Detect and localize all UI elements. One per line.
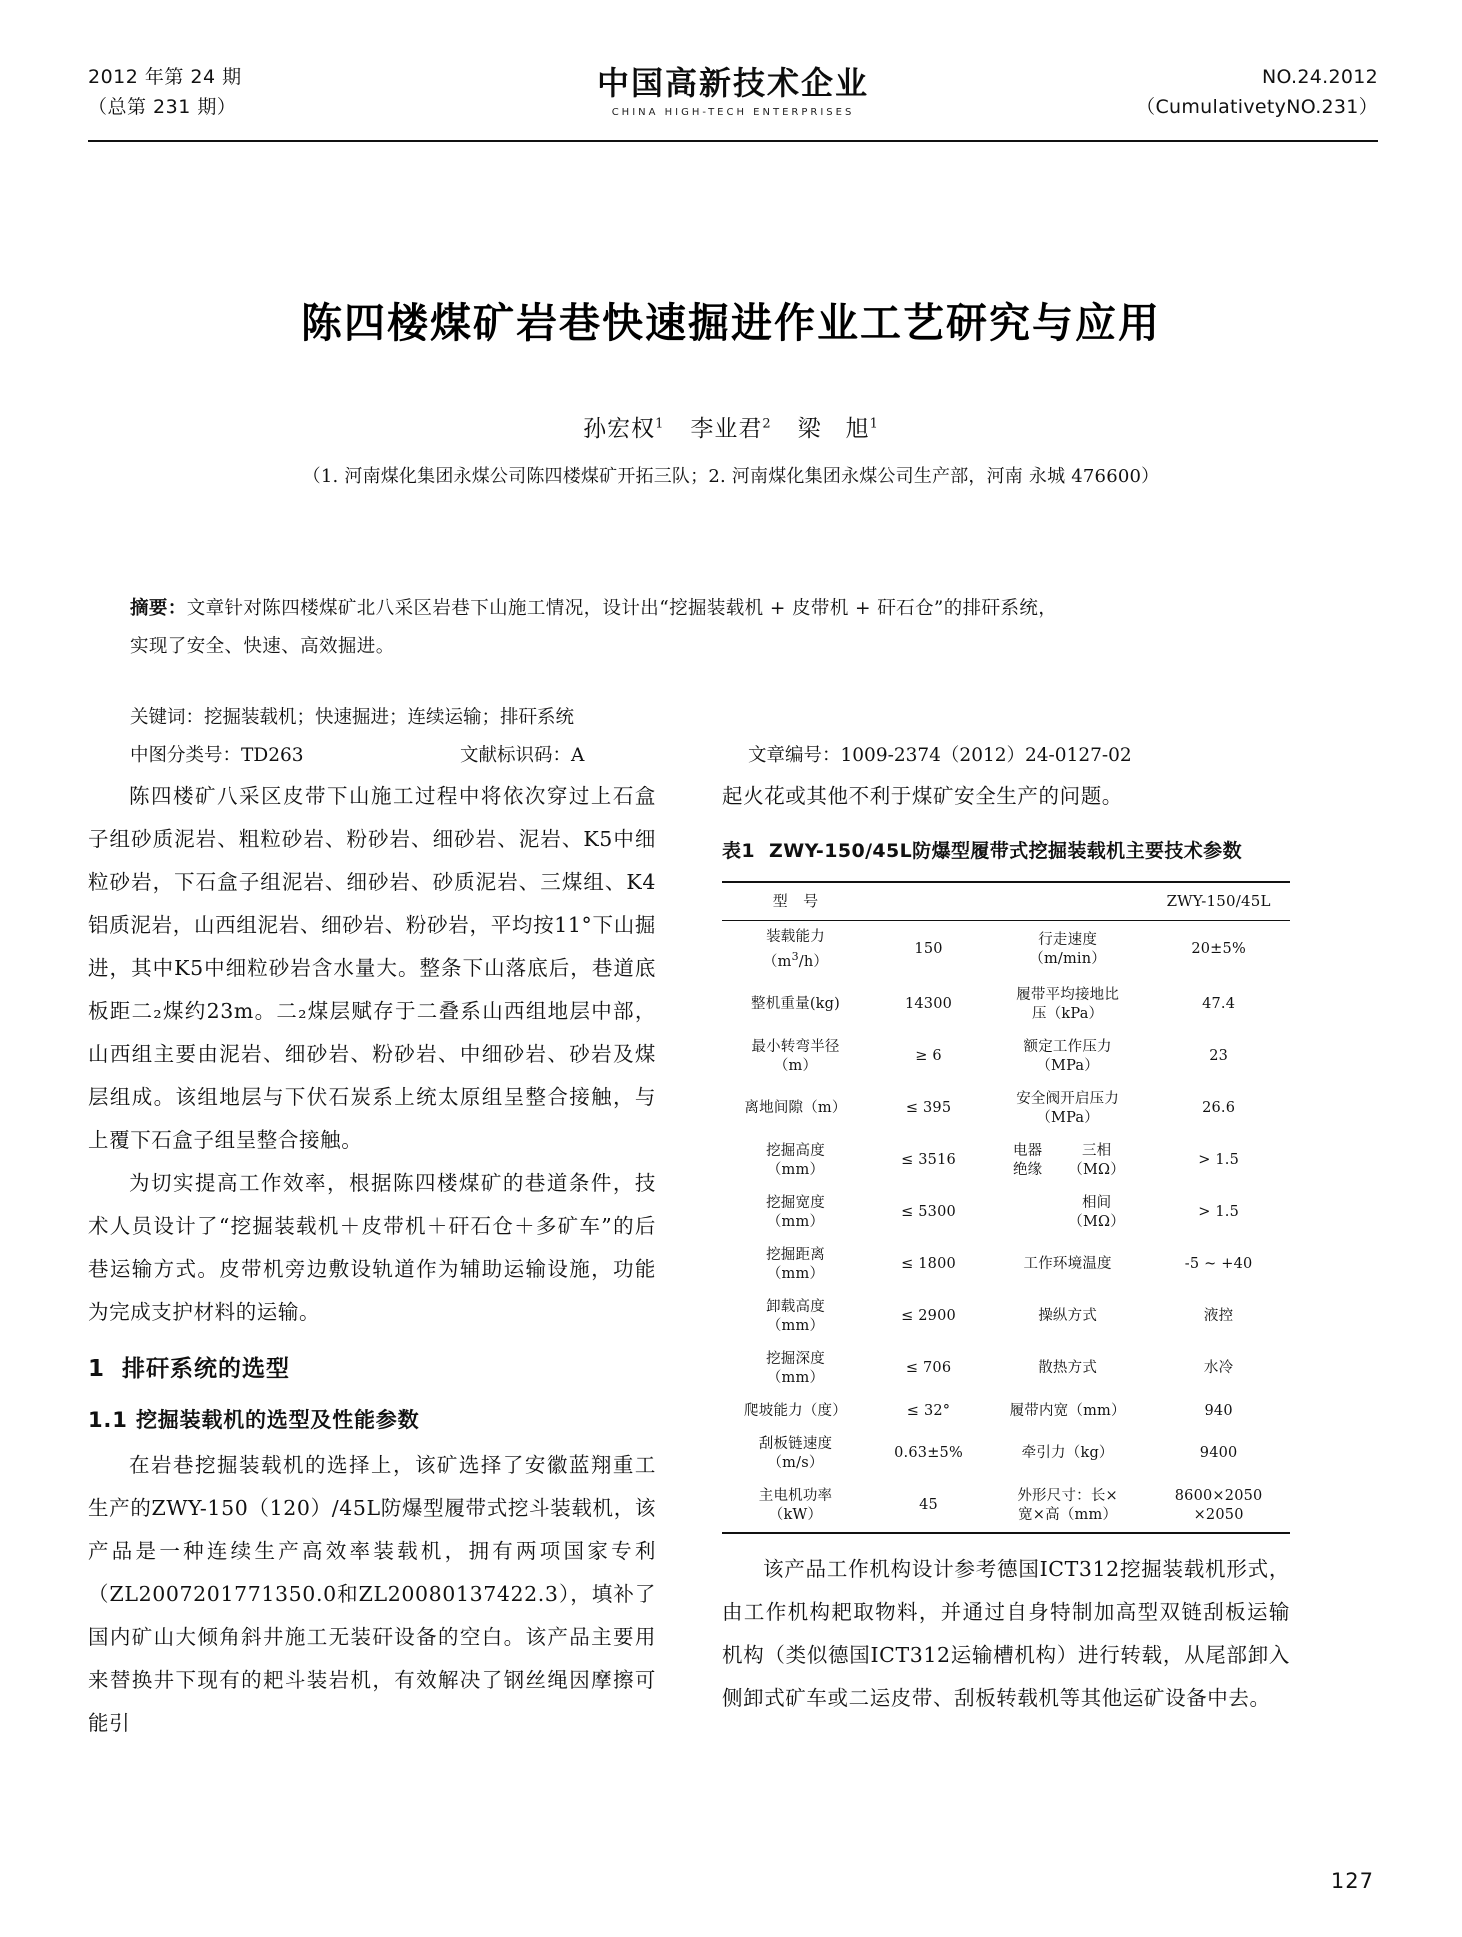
cell-value-6b: > 1.5	[1198, 1204, 1240, 1221]
doccode-label: 文献标识码：	[460, 745, 572, 766]
clc-row	[130, 738, 304, 774]
cell-value-7: ≤ 1800	[901, 1256, 956, 1273]
issue-info	[88, 62, 242, 122]
cell-value-1b: 20±5%	[1191, 941, 1246, 958]
table-header-row	[722, 882, 1290, 921]
issue-line-1: 2012 年第 24 期	[88, 66, 242, 88]
issue-info-en	[1136, 62, 1378, 122]
cell-value-10b: 940	[1204, 1402, 1233, 1419]
abstract-line-1	[130, 590, 1340, 628]
table-caption-text: ZWY-150/45L防爆型履带式挖掘装载机主要技术参数	[769, 840, 1242, 862]
cell-name-11b: 牵引力（kg）	[1021, 1445, 1114, 1462]
cell-value-2: 14300	[904, 996, 953, 1013]
cell-value-6: ≤ 5300	[901, 1204, 956, 1221]
heading-section-1-number: 1	[88, 1356, 106, 1382]
author-2: 李业君	[690, 416, 763, 442]
abstract-text-1: 文章针对陈四楼煤矿北八采区岩巷下山施工情况，设计出“挖掘装载机 + 皮带机 + 矸石仓”的排矸系统，	[186, 598, 1058, 619]
cell-name-12b: 外形尺寸：长× 宽×高（mm）	[988, 1480, 1147, 1533]
table-row	[722, 1291, 1290, 1343]
heading-section-1-text: 排矸系统的选型	[122, 1356, 290, 1382]
clc-label: 中图分类号：	[130, 745, 242, 766]
cell-name-7: 挖掘距离 （mm）	[766, 1246, 825, 1282]
cell-value-9b: 水冷	[1203, 1360, 1234, 1377]
keywords-value: 挖掘装载机；快速掘进；连续运输；排矸系统	[204, 707, 575, 728]
paragraph-working-mechanism: 该产品工作机构设计参考德国ICT312挖掘装载机形式，由工作机构耙取物料，并通过自身特制加高型双链刮板运输机构（类似德国ICT312运输槽机构）进行转载，从尾部卸入侧卸式矿车或二运皮带、刮板转载机等其他运矿设备中去。	[722, 1556, 1290, 1710]
table-header-blank	[869, 882, 988, 921]
abstract-label: 摘要：	[130, 598, 187, 619]
cell-value-5b: > 1.5	[1198, 1152, 1240, 1169]
paragraph-transport-design: 为切实提高工作效率，根据陈四楼煤矿的巷道条件，技术人员设计了“挖掘装载机＋皮带机＋矸石仓＋多矿车”的后巷运输方式。皮带机旁边敷设轨道作为辅助运输设施，功能为完成支护材料的运输。	[88, 1171, 656, 1324]
heading-section-1-1-text: 挖掘装载机的选型及性能参数	[136, 1408, 420, 1432]
artnum-row	[748, 738, 1132, 774]
journal-name-en: CHINA HIGH-TECH ENTERPRISES	[611, 107, 855, 118]
table-caption	[722, 830, 1290, 873]
doccode-value: A	[571, 745, 585, 766]
table-caption-number: 表1	[722, 840, 756, 862]
cell-name-5b: 电器 绝缘三相 （MΩ）	[1012, 1142, 1125, 1178]
cell-value-8: ≤ 2900	[901, 1308, 956, 1325]
author-list	[0, 410, 1462, 443]
table-row	[722, 1083, 1290, 1135]
cell-value-2b: 47.4	[1202, 996, 1236, 1013]
table-row	[722, 1480, 1290, 1533]
keywords-label: 关键词：	[130, 707, 205, 728]
table-row	[722, 1135, 1290, 1187]
table-row	[722, 1239, 1290, 1291]
keywords-row	[130, 700, 574, 736]
clc-value: TD263	[241, 745, 304, 766]
journal-masthead	[597, 58, 869, 118]
abstract-line-2: 实现了安全、快速、高效掘进。	[130, 636, 395, 657]
cell-name-1: 装载能力 $(m^3/h)$	[762, 929, 829, 970]
cell-value-8b: 液控	[1203, 1308, 1234, 1325]
page-number: 127	[1330, 1869, 1374, 1893]
cell-value-3b: 23	[1209, 1048, 1229, 1065]
cell-value-1: 150	[914, 941, 943, 958]
issue-line-2: （总第 231 期）	[88, 96, 237, 118]
author-3: 梁 旭	[797, 416, 870, 442]
cell-name-6: 挖掘宽度 （mm）	[766, 1194, 825, 1230]
cell-value-11b: 9400	[1199, 1445, 1238, 1462]
cell-value-4: ≤ 395	[905, 1100, 952, 1117]
cell-name-10b: 履带内宽（mm）	[1009, 1402, 1126, 1419]
heading-section-1-1-number: 1.1	[88, 1408, 128, 1432]
spec-table	[722, 881, 1290, 1534]
cell-value-11: 0.63±5%	[894, 1445, 963, 1462]
header-divider	[88, 140, 1378, 142]
cell-name-3: 最小转弯半径 （m）	[751, 1038, 840, 1074]
cell-value-12: 45	[869, 1480, 988, 1533]
cell-name-9: 挖掘深度 （mm）	[766, 1350, 825, 1386]
body-column-right	[722, 775, 1290, 1720]
cell-value-9: ≤ 706	[905, 1360, 952, 1377]
cell-name-1b: 行走速度 （m/min）	[1029, 931, 1107, 967]
paragraph-geology: 陈四楼矿八采区皮带下山施工过程中将依次穿过上石盒子组砂质泥岩、粗粒砂岩、粉砂岩、细砂岩、泥岩、K5中细粒砂岩，下石盒子组泥岩、细砂岩、砂质泥岩、三煤组、K4铝质泥岩，山西组泥岩、细砂岩、粉砂岩，平均按11°下山掘进，其中K5中细粒砂岩含水量大。整条下山落底后，巷道底板距二₂煤约23m。二₂煤层赋存于二叠系山西组地层中部，山西组主要由泥岩、细砂岩、粉砂岩、中细砂岩、砂岩及煤层组成。该组地层与下伏石炭系上统太原组呈整合接触，与上覆下石盒子组呈整合接触。	[88, 784, 656, 1152]
table-row	[722, 921, 1290, 979]
journal-name-cn: 中国高新技术企业	[596, 64, 870, 102]
heading-section-1	[88, 1348, 656, 1391]
table-row	[722, 979, 1290, 1031]
heading-section-1-1	[88, 1399, 656, 1442]
page-header	[88, 62, 1378, 130]
cell-name-4: 离地间隙（m）	[744, 1100, 847, 1117]
author-affiliation: （1. 河南煤化集团永煤公司陈四楼煤矿开拓三队；2. 河南煤化集团永煤公司生产部，河南 永城 476600）	[302, 466, 1160, 487]
cumulative-number-en: （CumulativetyNO.231）	[1136, 96, 1378, 118]
page-title: 陈四楼煤矿岩巷快速掘进作业工艺研究与应用	[301, 299, 1161, 347]
cell-name-11: 刮板链速度 （m/s）	[758, 1435, 833, 1471]
issue-number-en: NO.24.2012	[1261, 66, 1378, 88]
cell-name-8: 卸载高度 （mm）	[766, 1298, 825, 1334]
table-header-label: 型 号	[722, 882, 869, 921]
table-header-model-value: ZWY-150/45L	[1147, 882, 1290, 921]
cell-name-9b: 散热方式	[1038, 1360, 1098, 1377]
cell-name-3b: 额定工作压力 （MPa）	[1023, 1038, 1112, 1074]
cell-name-5: 挖掘高度 （mm）	[766, 1142, 825, 1178]
paragraph-loader-selection: 在岩巷挖掘装载机的选择上，该矿选择了安徽蓝翔重工生产的ZWY-150（120）/45L防爆型履带式挖斗装载机，该产品是一种连续生产高效率装载机，拥有两项国家专利（ZL2007201771350.0和ZL20080137422.3），填补了国内矿山大倾角斜井施工无装矸设备的空白。该产品主要用来替换井下现有的耙斗装岩机，有效解决了钢丝绳因摩擦可能引	[88, 1453, 656, 1735]
cell-name-10: 爬坡能力（度）	[744, 1402, 847, 1419]
cell-name-8b: 操纵方式	[1038, 1308, 1098, 1325]
doccode-row	[460, 738, 584, 774]
paragraph-continued: 起火花或其他不利于煤矿安全生产的问题。	[722, 784, 1123, 808]
table-row	[722, 1031, 1290, 1083]
body-column-left	[88, 775, 656, 1745]
author-1-sup: 1	[655, 416, 665, 432]
cell-value-4b: 26.6	[1202, 1100, 1236, 1117]
cell-name-4b: 安全阀开启压力 （MPa）	[1016, 1090, 1120, 1126]
table-row	[722, 1187, 1290, 1239]
cell-value-10: ≤ 32°	[906, 1402, 951, 1419]
cell-name-2: 整机重量(kg)	[751, 996, 840, 1013]
artnum-value: 1009-2374（2012）24-0127-02	[840, 745, 1132, 766]
author-1: 孙宏权	[583, 416, 656, 442]
artnum-label: 文章编号：	[748, 745, 841, 766]
table-header-model-label	[988, 882, 1147, 921]
abstract-block	[130, 590, 1340, 666]
table-row	[722, 1428, 1290, 1480]
cell-name-12: 主电机功率 （kW）	[722, 1480, 869, 1533]
cell-value-5: ≤ 3516	[901, 1152, 956, 1169]
author-2-sup: 2	[762, 416, 772, 432]
cell-name-6b: 相间 （MΩ）	[1068, 1194, 1125, 1230]
table-row	[722, 1395, 1290, 1428]
cell-name-7b: 工作环境温度	[1023, 1256, 1112, 1273]
author-3-sup: 1	[869, 416, 879, 432]
table-row	[722, 1343, 1290, 1395]
cell-value-3: ≥ 6	[915, 1048, 942, 1065]
cell-value-12b: 8600×2050 ×2050	[1147, 1480, 1290, 1533]
cell-value-7b: -5 ~ +40	[1184, 1256, 1253, 1273]
cell-name-2b: 履带平均接地比 压（kPa）	[1016, 986, 1120, 1022]
